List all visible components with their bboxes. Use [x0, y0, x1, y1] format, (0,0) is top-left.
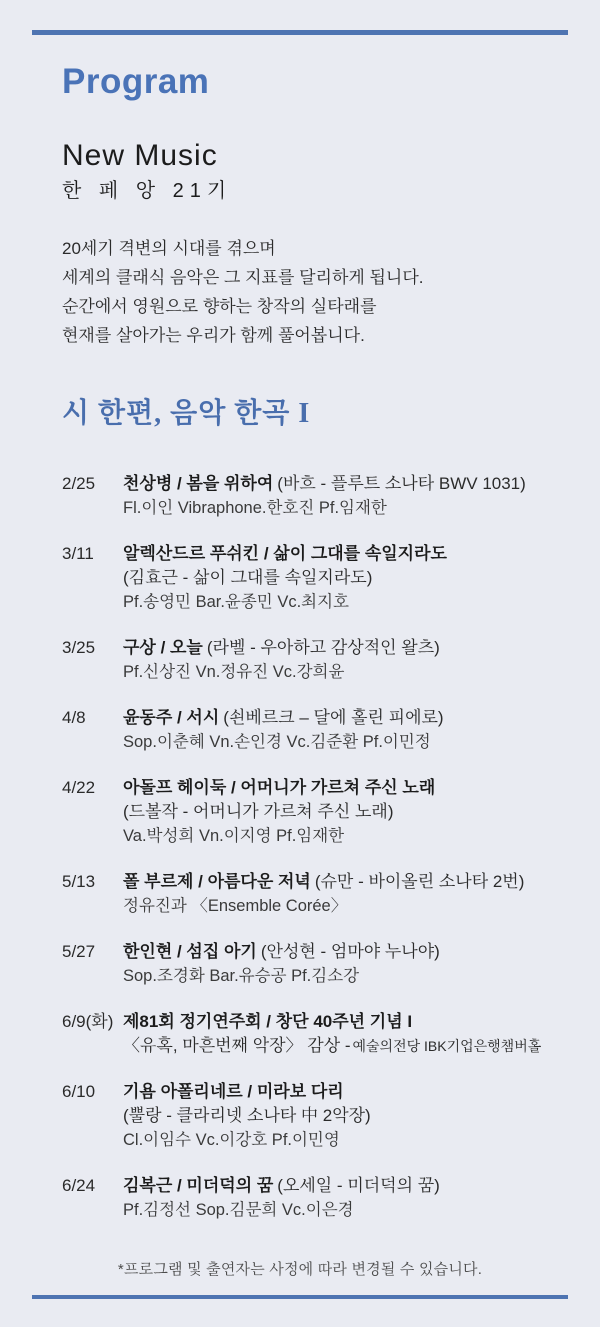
- entry-composer-note: (바흐 - 플루트 소나타 BWV 1031): [277, 474, 526, 493]
- program-entry: [62, 706, 568, 754]
- entry-date: 5/27: [62, 942, 96, 961]
- intro-line: 현재를 살아가는 우리가 함께 풀어봅니다.: [62, 326, 365, 345]
- entry-title: 김복근 / 미더덕의 꿈: [123, 1176, 274, 1195]
- entry-title: 폴 부르제 / 아름다운 저녁: [123, 872, 311, 891]
- entry-sub-note: (드볼작 - 어머니가 가르쳐 주신 노래): [123, 802, 394, 821]
- entry-title-line: [123, 870, 568, 894]
- top-divider: [32, 30, 568, 35]
- program-entry: [62, 472, 568, 520]
- entry-performers: Fl.이인 Vibraphone.한호진 Pf.임재한: [123, 499, 387, 517]
- entry-body: [123, 636, 568, 684]
- entry-body: [123, 776, 568, 848]
- entry-sub-note: 〈유혹, 마흔번째 악장〉 감상 -: [123, 1036, 351, 1055]
- entry-performers: Cl.이임수 Vc.이강호 Pf.이민영: [123, 1131, 340, 1149]
- entry-title: 윤동주 / 서시: [123, 708, 220, 727]
- entry-date: 3/25: [62, 638, 96, 657]
- entry-body: [123, 870, 568, 918]
- entry-title-line: [123, 636, 568, 660]
- entry-title-line: [123, 706, 568, 730]
- entry-body: [123, 472, 568, 520]
- entry-title: 알렉산드르 푸쉬킨 / 삶이 그대를 속일지라도: [123, 544, 447, 563]
- entry-date: 3/11: [62, 544, 94, 563]
- entry-performers: Sop.이춘혜 Vn.손인경 Vc.김준환 Pf.이민정: [123, 733, 431, 751]
- intro-line: 20세기 격변의 시대를 겪으며: [62, 239, 276, 258]
- entry-date: 6/10: [62, 1082, 96, 1101]
- entry-subline: [123, 1104, 568, 1128]
- program-entry: [62, 636, 568, 684]
- entry-sub-note: (김효근 - 삶이 그대를 속일지라도): [123, 568, 373, 587]
- entry-body: [123, 1080, 568, 1152]
- entry-title-line: [123, 1174, 568, 1198]
- entry-subline: [123, 566, 568, 590]
- entry-title-line: [123, 472, 568, 496]
- entry-body: [123, 1174, 568, 1222]
- subtitle-english: New Music: [62, 139, 218, 172]
- program-entry: [62, 1174, 568, 1222]
- entry-title: 아돌프 헤이둑 / 어머니가 가르쳐 주신 노래: [123, 778, 436, 797]
- entry-title: 제81회 정기연주회 / 창단 40주년 기념 I: [123, 1012, 413, 1031]
- entry-date: 6/9(화): [62, 1012, 114, 1031]
- program-entry: [62, 1010, 568, 1058]
- entry-date: 6/24: [62, 1176, 96, 1195]
- intro-line: 세계의 클래식 음악은 그 지표를 달리하게 됩니다.: [62, 268, 424, 287]
- entry-subline: [123, 800, 568, 824]
- program-entry: [62, 542, 568, 614]
- entry-composer-note: (라벨 - 우아하고 감상적인 왈츠): [206, 638, 440, 657]
- entry-composer-note: (안성현 - 엄마야 누나야): [260, 942, 440, 961]
- program-entry: [62, 940, 568, 988]
- entry-date: 5/13: [62, 872, 96, 891]
- bottom-divider: [32, 1295, 568, 1299]
- entry-body: [123, 706, 568, 754]
- entry-title-line: [123, 776, 568, 800]
- entry-subline: [123, 1034, 568, 1058]
- entry-title-line: [123, 542, 568, 566]
- intro-paragraph: [62, 234, 568, 350]
- entry-body: [123, 542, 568, 614]
- entry-date: 4/22: [62, 778, 96, 797]
- program-list: [62, 472, 568, 1222]
- entry-date: 4/8: [62, 708, 86, 727]
- program-entry: [62, 1080, 568, 1152]
- entry-performers: Pf.송영민 Bar.윤종민 Vc.최지호: [123, 593, 349, 611]
- intro-line: 순간에서 영원으로 향하는 창작의 실타래를: [62, 297, 377, 316]
- entry-composer-note: (쇤베르크 – 달에 홀린 피에로): [223, 708, 444, 727]
- program-entry: [62, 870, 568, 918]
- entry-sub-note: (뿔랑 - 클라리넷 소나타 中 2악장): [123, 1106, 371, 1125]
- entry-title-line: [123, 940, 568, 964]
- entry-composer-note: (슈만 - 바이올린 소나타 2번): [314, 872, 525, 891]
- program-entry: [62, 776, 568, 848]
- entry-title: 한인현 / 섬집 아기: [123, 942, 257, 961]
- entry-date: 2/25: [62, 474, 96, 493]
- subtitle-korean: 한 페 앙 21기: [62, 180, 233, 202]
- entry-title: 기욤 아폴리네르 / 미라보 다리: [123, 1082, 344, 1101]
- page-title: Program: [62, 62, 210, 101]
- entry-performers: Va.박성희 Vn.이지영 Pf.임재한: [123, 827, 345, 845]
- entry-title-line: [123, 1010, 568, 1034]
- entry-body: [123, 1010, 568, 1058]
- entry-venue: 예술의전당 IBK기업은행챔버홀: [352, 1038, 542, 1054]
- entry-performers: Pf.신상진 Vn.정유진 Vc.강희윤: [123, 663, 345, 681]
- entry-body: [123, 940, 568, 988]
- entry-performers: Pf.김정선 Sop.김문희 Vc.이은경: [123, 1201, 354, 1219]
- entry-title: 천상병 / 봄을 위하여: [123, 474, 274, 493]
- entry-title: 구상 / 오늘: [123, 638, 203, 657]
- entry-composer-note: (오세일 - 미더덕의 꿈): [277, 1176, 440, 1195]
- section-title: 시 한편, 음악 한곡 I: [62, 398, 311, 429]
- entry-performers: 정유진과 〈Ensemble Corée〉: [123, 897, 348, 915]
- footer-note: *프로그램 및 출연자는 사정에 따라 변경될 수 있습니다.: [117, 1261, 483, 1278]
- entry-title-line: [123, 1080, 568, 1104]
- entry-performers: Sop.조경화 Bar.유승공 Pf.김소강: [123, 967, 360, 985]
